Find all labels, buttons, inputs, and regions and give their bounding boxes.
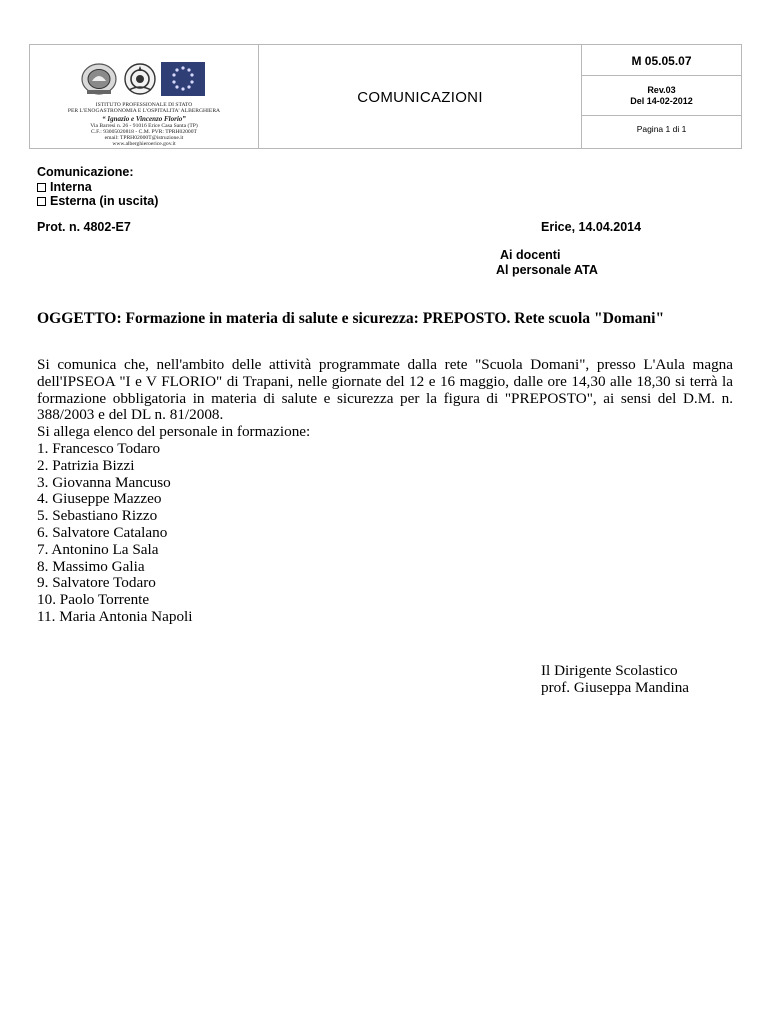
subject-line: OGGETTO: Formazione in materia di salute e sicurezza: PREPOSTO. Rete scuola "Domani"	[37, 310, 665, 327]
signature-name: prof. Giuseppa Mandina	[541, 679, 690, 696]
document-title: COMUNICAZIONI	[357, 89, 483, 106]
document-code: M 05.05.07	[631, 54, 692, 68]
signature-role: Il Dirigente Scolastico	[541, 662, 678, 679]
header-divider	[581, 115, 741, 116]
list-item: 10. Paolo Torrente	[37, 591, 150, 609]
document-body	[37, 357, 733, 626]
list-item: 4. Giuseppe Mazzeo	[37, 490, 162, 508]
place-date: Erice, 14.04.2014	[541, 220, 642, 234]
list-item: 11. Maria Antonia Napoli	[37, 607, 193, 625]
school-address-line: Via Barresi n. 26 - 91016 Erice Casa Santa (TP)	[90, 122, 198, 129]
list-item: 2. Patrizia Bizzi	[37, 456, 135, 474]
revision-date: Del 14-02-2012	[630, 96, 693, 106]
revision-info	[582, 85, 741, 107]
school-line: PER L'ENOGASTRONOMIA E L'OSPITALITA' ALBERGHIERA	[67, 108, 221, 115]
communication-type	[37, 165, 158, 209]
body-paragraph: Si comunica che, nell'ambito delle attività programmate dalla rete "Scuola Domani", presso L'Aula magna dell'IPSEOA "I e V FLORIO" di Trapani, nelle giornate del 12 e 16 maggio, dalle ore 14,30 alle 18,30 si terrà la formazione obbligatoria in materia di salute e sicurezza per la figura di "PREPOSTO", ai sensi del D.M. n. 388/2003 e del DL n. 81/2008.	[37, 356, 733, 424]
recipients	[496, 248, 598, 277]
revision-number: Rev.03	[647, 85, 676, 95]
school-email: email: TPRH02000T@istruzione.it	[104, 135, 184, 142]
header-divider	[581, 75, 741, 76]
list-item: 8. Massimo Galia	[37, 557, 145, 575]
recipient: Al personale ATA	[496, 262, 598, 277]
staff-list	[37, 441, 733, 626]
page-number: Pagina 1 di 1	[636, 124, 687, 134]
option-label: Esterna (in uscita)	[50, 194, 159, 208]
list-item: 7. Antonino La Sala	[37, 540, 159, 558]
protocol-number: Prot. n. 4802-E7	[37, 220, 131, 234]
option-label: Interna	[50, 179, 92, 194]
school-address-line: C.F.: 93005020818 - C.M. PVR: TPRH02000T	[91, 128, 197, 135]
school-name: “ Ignazio e Vincenzo Florio”	[102, 114, 186, 123]
list-item: 1. Francesco Todaro	[37, 439, 161, 457]
school-info	[30, 102, 258, 148]
republic-emblem-icon	[123, 62, 157, 96]
option-interna	[37, 180, 158, 195]
recipient: Ai docenti	[500, 248, 561, 262]
checkbox-interna[interactable]	[37, 183, 46, 192]
list-item: 9. Salvatore Todaro	[37, 574, 156, 592]
checkbox-esterna[interactable]	[37, 197, 46, 206]
school-website: www.alberghieroerice.gov.it	[112, 141, 176, 148]
school-line: ISTITUTO PROFESSIONALE DI STATO	[95, 102, 193, 108]
list-item: 3. Giovanna Mancuso	[37, 473, 171, 491]
list-intro: Si allega elenco del personale in formazione:	[37, 423, 311, 441]
communication-label: Comunicazione:	[37, 165, 134, 179]
list-item: 5. Sebastiano Rizzo	[37, 507, 158, 525]
signature-block	[541, 662, 689, 696]
school-crest-icon	[80, 62, 118, 96]
eu-flag-icon	[161, 62, 205, 96]
option-esterna	[37, 194, 158, 209]
list-item: 6. Salvatore Catalano	[37, 523, 168, 541]
document-header	[29, 44, 742, 149]
